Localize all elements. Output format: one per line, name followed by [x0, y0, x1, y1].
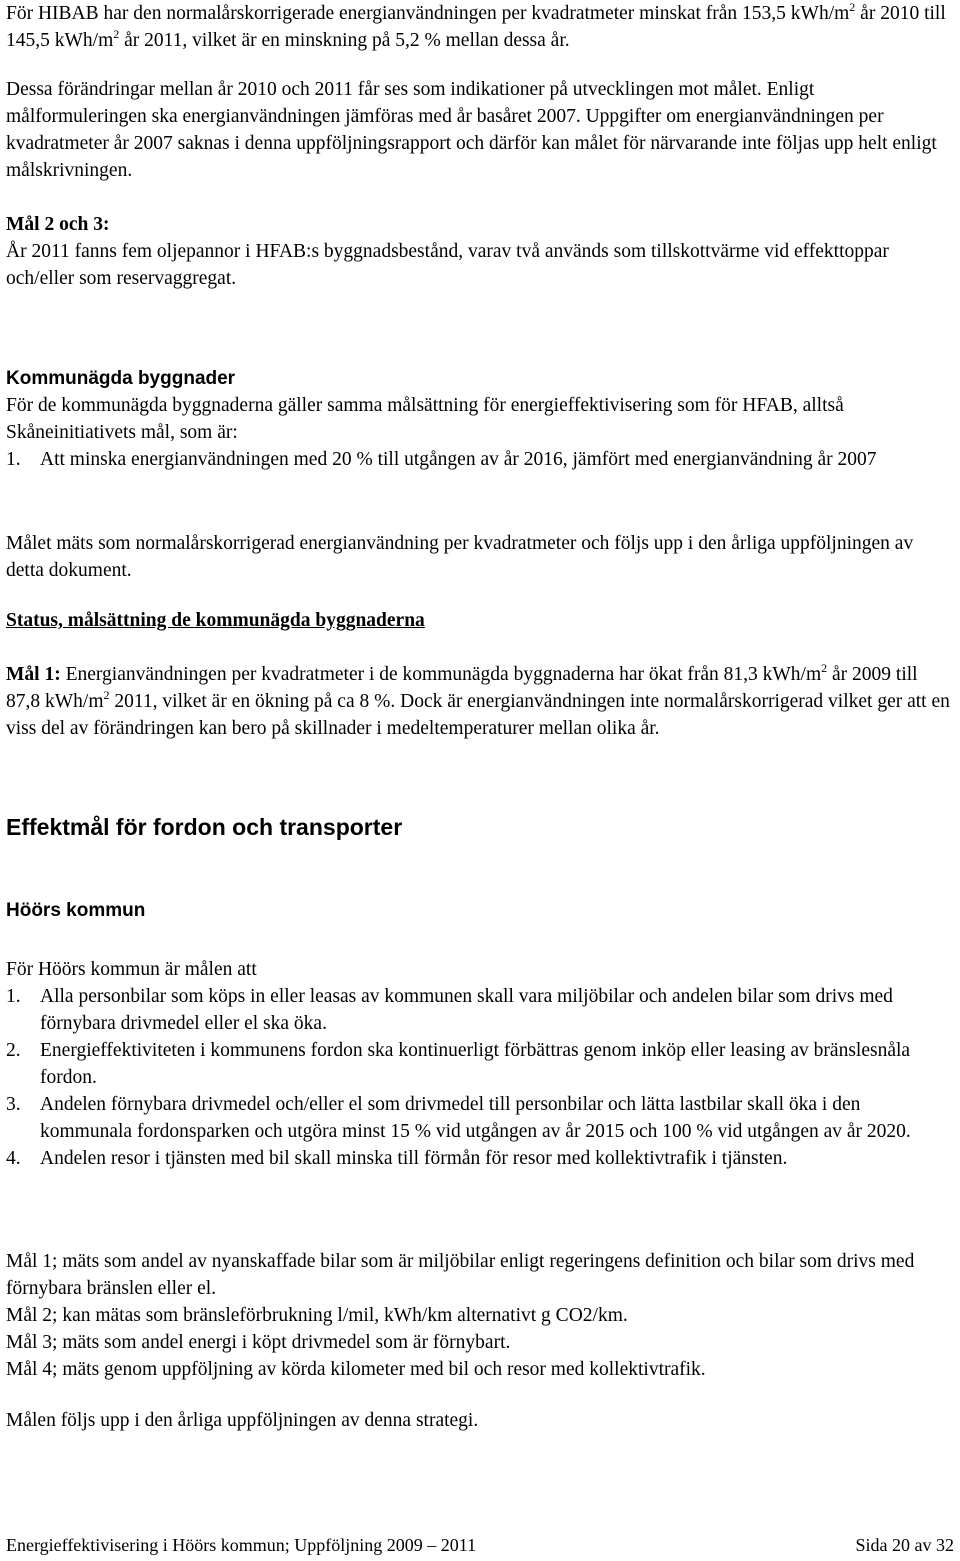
text-segment: år 2011, vilket är en minskning på 5,2 % mellan dessa år. — [119, 30, 570, 51]
footer-document-title: Energieffektivisering i Höörs kommun; Uppföljning 2009 – 2011 — [6, 1535, 477, 1555]
list-text: Att minska energianvändningen med 20 % till utgången av år 2016, jämfört med energianvändning år 2007 — [40, 449, 877, 470]
status-heading — [6, 607, 954, 634]
list-item — [0, 1145, 954, 1172]
list-number: 4. — [6, 1148, 21, 1169]
paragraph-text: Målet mäts som normalårskorrigerad energianvändning per kvadratmeter och följs upp i den årliga uppföljningen av detta dokument. — [6, 533, 914, 581]
footer-page-number: Sida 20 av 32 — [855, 1535, 954, 1555]
vehicle-goals-section — [6, 956, 954, 1172]
vehicle-goals-intro: För Höörs kommun är målen att — [6, 959, 257, 980]
list-item — [0, 983, 954, 1037]
list-number: 1. — [6, 986, 21, 1007]
list-number: 1. — [6, 449, 21, 470]
list-text: Alla personbilar som köps in eller leasas av kommunen skall vara miljöbilar och andelen bilar som drivs med förnybara drivmedel eller el ska öka. — [40, 986, 893, 1034]
municipal-buildings-intro: För de kommunägda byggnaderna gäller samma målsättning för energieffektivisering som för HFAB, alltså Skåneinitiativets mål, som är: — [6, 395, 844, 443]
list-text: Energieffektiviteten i kommunens fordon ska kontinuerligt förbättras genom inköp eller leasing av bränslesnåla fordon. — [40, 1040, 911, 1088]
goal-measure-line: Mål 3; mäts som andel energi i köpt drivmedel som är förnybart. — [6, 1332, 511, 1353]
list-item — [0, 1091, 954, 1145]
paragraph-text: Dessa förändringar mellan år 2010 och 2011 får ses som indikationer på utvecklingen mot målet. Enligt målformuleringen ska energianvändningen jämföras med år basåret 2007. Uppgifter om energianvändningen per kvadratmeter år 2007 saknas i denna uppföljningsrapport och därför kan målet för närvarande inte följas upp helt enligt målskrivningen. — [6, 79, 937, 181]
paragraph-text: Målen följs upp i den årliga uppföljningen av denna strategi. — [6, 1410, 479, 1431]
superscript: 2 — [113, 26, 120, 41]
hoor-heading-text: Höörs kommun — [6, 900, 146, 921]
text-segment: Energianvändningen per kvadratmeter i de kommunägda byggnaderna har ökat från 81,3 kWh/m — [60, 664, 822, 685]
goal-1-paragraph — [6, 661, 954, 742]
municipal-buildings-section — [6, 365, 954, 473]
text-segment: år 2009 till 87,8 kWh/m — [6, 664, 918, 712]
superscript: 2 — [821, 660, 828, 675]
goal-1-label: Mål 1: — [6, 664, 61, 685]
list-number: 2. — [6, 1040, 21, 1061]
text-segment: 2011, vilket är en ökning på ca 8 %. Dock är energianvändningen inte normalårskorrigerad vilket ger att en viss del av förändringen kan bero på skillnader i medeltemperaturer mellan olika år. — [6, 691, 950, 739]
goal-2-3-section — [6, 211, 954, 292]
goal-measure-line: Mål 4; mäts genom uppföljning av körda kilometer med bil och resor med kollektivtrafik. — [6, 1359, 706, 1380]
goal-measures-list — [6, 1248, 954, 1383]
vehicles-heading-text: Effektmål för fordon och transporter — [6, 814, 403, 840]
intro-paragraph-changes — [6, 76, 954, 184]
goal-2-3-text: År 2011 fanns fem oljepannor i HFAB:s byggnadsbestånd, varav två används som tillskottvärme vid effekttoppar och/eller som reservaggregat. — [6, 241, 889, 289]
superscript: 2 — [103, 687, 110, 702]
vehicle-goals-list — [0, 983, 954, 1172]
vehicles-heading — [6, 814, 954, 841]
text-segment: år 2010 till 145,5 kWh/m — [6, 3, 946, 51]
page-footer — [6, 1534, 954, 1556]
list-text: Andelen resor i tjänsten med bil skall minska till förmån för resor med kollektivtrafik i tjänsten. — [40, 1148, 788, 1169]
text-segment: För HIBAB har den normalårskorrigerade energianvändningen per kvadratmeter minskat från 153,5 kWh/m — [6, 3, 850, 24]
list-text: Andelen förnybara drivmedel och/eller el som drivmedel till personbilar och lätta lastbilar skall öka i den kommunala fordonsparken och utgöra minst 15 % vid utgången av år 2015 och 100 % vid utgången av år 2020. — [40, 1094, 911, 1142]
list-item — [0, 446, 954, 473]
municipal-buildings-heading: Kommunägda byggnader — [6, 368, 236, 389]
hoor-heading — [6, 897, 954, 924]
intro-paragraph-hibab — [6, 0, 954, 54]
goal-measure-line: Mål 2; kan mätas som bränsleförbrukning l/mil, kWh/km alternativt g CO2/km. — [6, 1305, 628, 1326]
list-item — [0, 1037, 954, 1091]
goal-2-3-heading: Mål 2 och 3: — [6, 214, 110, 235]
list-number: 3. — [6, 1094, 21, 1115]
goal-measure-line: Mål 1; mäts som andel av nyanskaffade bilar som är miljöbilar enligt regeringens definition och bilar som drivs med förnybara bränslen eller el. — [6, 1251, 915, 1299]
status-heading-text: Status, målsättning de kommunägda byggnaderna — [6, 610, 425, 631]
superscript: 2 — [849, 0, 856, 14]
goal-measures — [6, 1248, 954, 1383]
closing-paragraph — [6, 1407, 954, 1434]
measure-paragraph — [6, 530, 954, 584]
